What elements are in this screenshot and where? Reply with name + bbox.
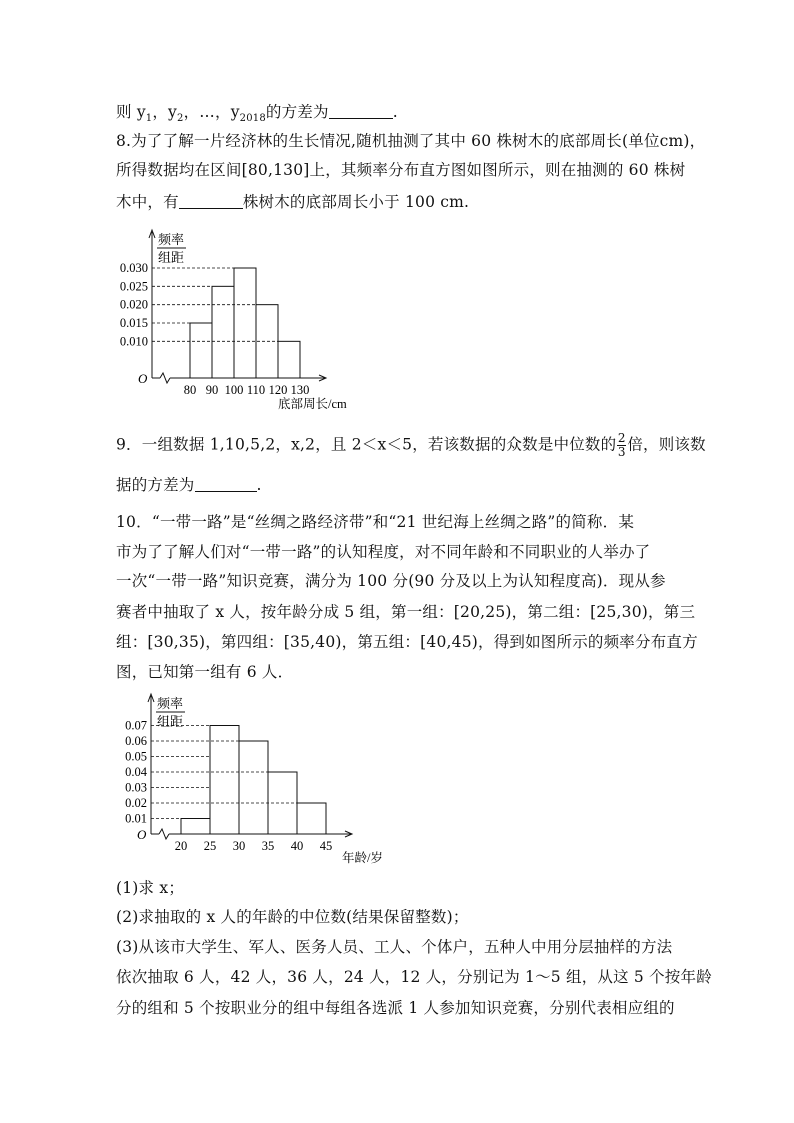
q8-line-1: 8.为了了解一片经济林的生长情况,随机抽测了其中 60 株树木的底部周长(单位cm)，: [116, 132, 706, 150]
q7-end: .: [392, 103, 398, 121]
q10-sub-5: 分的组和 5 个按职业分的组中每组各选派 1 人参加知识竞赛，分别代表相应组的: [116, 999, 675, 1017]
q9-line-2-a: 据的方差为: [116, 476, 195, 494]
q8-answer-blank[interactable]: [179, 194, 243, 209]
y-tick-label: 0.025: [119, 279, 148, 294]
q7-sep-2: ，…，y: [183, 103, 240, 121]
q9-line-2-b: .: [256, 476, 262, 494]
y-tick-label: 0.02: [125, 796, 147, 810]
q10-sub-1: (1)求 x；: [116, 879, 185, 897]
origin-label: O: [137, 827, 147, 842]
x-tick-label: 120: [268, 383, 288, 397]
y-tick-label: 0.030: [119, 261, 148, 275]
y-tick-label: 0.015: [119, 316, 148, 330]
y-tick-label: 0.01: [125, 811, 147, 826]
histogram-bar: [239, 741, 268, 834]
y-tick-label: 0.010: [119, 334, 148, 349]
x-tick-label: 25: [203, 839, 217, 853]
q9-line-2: [116, 473, 262, 495]
histogram-bar: [278, 341, 300, 378]
x-tick-label: 100: [224, 383, 244, 397]
histogram-bar: [210, 726, 239, 835]
q8-line-3-b: 株树木的底部周长小于 100 cm.: [242, 193, 470, 211]
x-tick-label: 130: [290, 383, 310, 397]
q7-answer-blank[interactable]: [329, 104, 393, 119]
histogram-bar: [297, 803, 326, 834]
q10-line-2: 市为了了解人们对“一带一路”的认知程度，对不同年龄和不同职业的人举办了: [116, 543, 651, 561]
x-tick-label: 110: [246, 383, 266, 397]
q10-sub-2: (2)求抽取的 x 人的年龄的中位数(结果保留整数)；: [116, 908, 469, 926]
q10-line-3: 一次“一带一路”知识竞赛，满分为 100 分(90 分及以上为认知程度高)．现从参: [116, 572, 666, 590]
y-label-top: 频率: [157, 696, 184, 711]
x-tick-label: 35: [261, 839, 275, 853]
q8-line-2: 所得数据均在区间[80,130]上，其频率分布直方图如图所示，则在抽测的 60 株树: [116, 161, 686, 179]
fraction-denominator: 3: [617, 445, 626, 459]
y-label-top: 频率: [158, 232, 185, 247]
axis-break: [159, 829, 169, 839]
q10-line-6: 图，已知第一组有 6 人．: [116, 663, 294, 681]
q8-line-3: [116, 190, 469, 212]
histogram-bar: [181, 819, 210, 835]
histogram-age: [114, 686, 394, 866]
q9-line-1-b: 倍，则该数: [627, 435, 706, 454]
y-tick-label: 0.04: [125, 765, 147, 779]
q10-line-5: 组：[30,35)，第四组：[35,40)，第五组：[40,45)，得到如图所示的频率分布直方: [116, 633, 698, 651]
q9-line-1: [116, 432, 706, 459]
y-tick-label: 0.020: [119, 297, 148, 312]
q10-sub-3: (3)从该市大学生、军人、医务人员、工人、个体户，五种人中用分层抽样的方法: [116, 938, 673, 956]
y-tick-label: 0.06: [125, 734, 147, 748]
q7-sep-1: ，y: [152, 103, 178, 121]
origin-label: O: [138, 371, 148, 386]
q10-sub-4: 依次抽取 6 人，42 人，36 人，24 人，12 人，分别记为 1～5 组，从这 5 个按年龄: [116, 968, 712, 986]
q9-line-1-a: 9．一组数据 1,10,5,2，x,2，且 2＜x＜5，若该数据的众数是中位数的: [116, 435, 617, 454]
q7-suffix: 的方差为: [265, 103, 329, 121]
y-tick-label: 0.05: [125, 749, 147, 764]
x-axis-label: 年龄/岁: [342, 851, 383, 865]
q10-line-4: 赛者中抽取了 x 人，按年龄分成 5 组，第一组：[20,25)，第二组：[25,30)，第三: [116, 603, 696, 621]
y-label-bottom: 组距: [157, 714, 184, 729]
q7-tail-line: [116, 100, 398, 124]
q8-line-3-a: 木中，有: [116, 193, 179, 211]
histogram-bar: [234, 268, 256, 378]
y-tick-label: 0.07: [125, 718, 147, 733]
y-tick-label: 0.03: [125, 780, 147, 795]
histogram-bar: [190, 323, 212, 378]
x-tick-label: 20: [174, 839, 188, 853]
q7-sub-3: 2018: [239, 113, 266, 125]
histogram-bar: [212, 286, 234, 378]
x-tick-label: 40: [290, 839, 304, 853]
axis-break: [160, 373, 170, 383]
x-tick-label: 45: [319, 839, 333, 853]
fraction-two-thirds: [617, 432, 626, 459]
x-tick-label: 80: [183, 383, 197, 397]
q7-prefix: 则 y: [116, 103, 146, 121]
q7-sub-2: 2: [177, 113, 184, 125]
histogram-tree-girth: [114, 218, 364, 414]
q9-answer-blank[interactable]: [195, 477, 257, 492]
x-axis-label: 底部周长/cm: [278, 397, 347, 411]
x-tick-label: 90: [205, 383, 219, 397]
x-tick-label: 30: [232, 839, 246, 853]
q7-sub-1: 1: [145, 113, 153, 125]
q10-line-1: 10．“一带一路”是“丝绸之路经济带”和“21 世纪海上丝绸之路”的简称．某: [116, 513, 635, 531]
fraction-numerator: 2: [617, 431, 626, 445]
y-label-bottom: 组距: [158, 250, 185, 265]
